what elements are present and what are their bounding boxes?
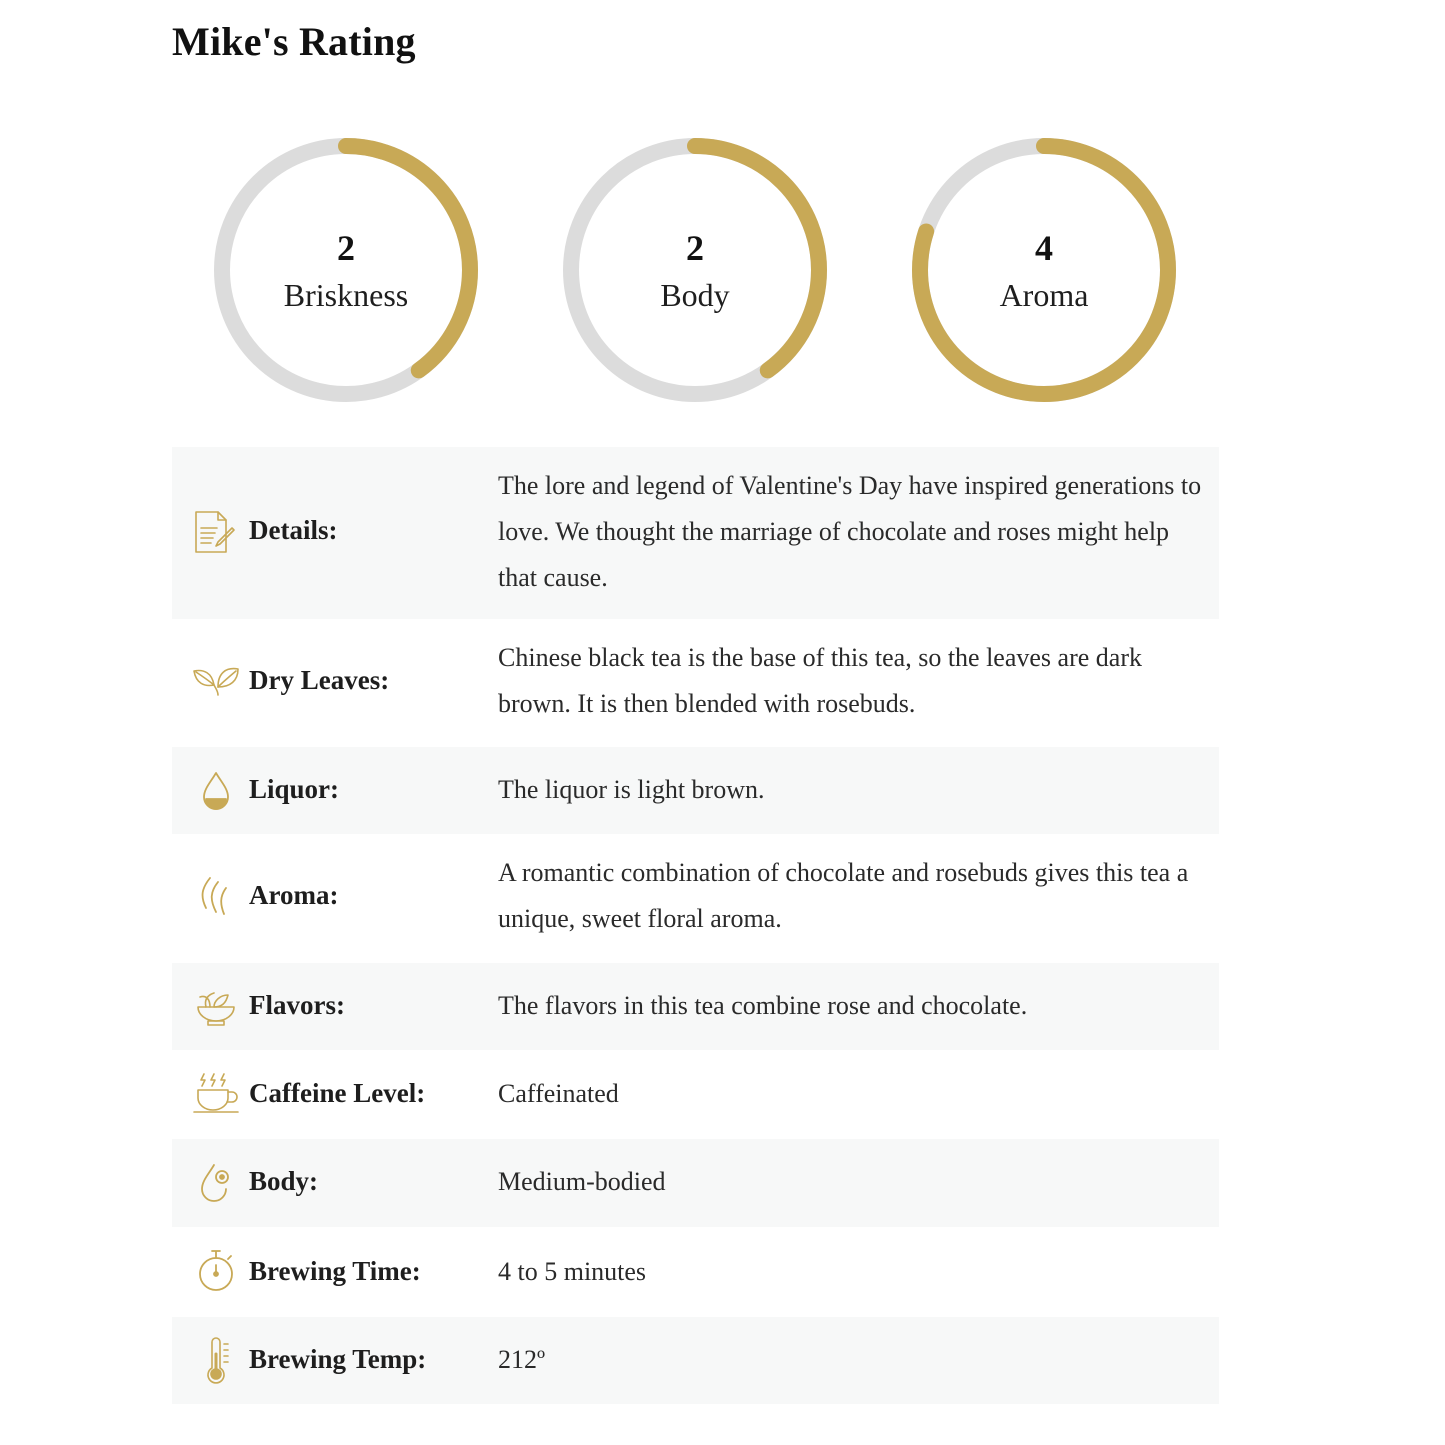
detail-row-details bbox=[172, 447, 1219, 619]
detail-label: Flavors: bbox=[249, 990, 345, 1020]
detail-row-liquor bbox=[172, 747, 1219, 834]
detail-value: The flavors in this tea combine rose and chocolate. bbox=[498, 991, 1028, 1020]
detail-value: 212º bbox=[498, 1345, 546, 1374]
rating-value: 2 bbox=[337, 228, 355, 268]
teacup-icon bbox=[192, 1070, 240, 1118]
detail-row-body bbox=[172, 1139, 1219, 1227]
aroma-wisps-icon bbox=[192, 874, 240, 922]
detail-label: Caffeine Level: bbox=[249, 1078, 426, 1108]
droplet-icon bbox=[192, 767, 240, 815]
detail-label: Brewing Temp: bbox=[249, 1344, 427, 1374]
document-icon bbox=[192, 508, 240, 556]
rating-ring bbox=[911, 137, 1177, 403]
body-drop-icon bbox=[192, 1159, 240, 1207]
rating-label: Body bbox=[660, 277, 730, 313]
bowl-icon bbox=[192, 983, 240, 1031]
rating-value: 2 bbox=[686, 228, 704, 268]
detail-value: Medium-bodied bbox=[498, 1167, 666, 1196]
detail-row-dry-leaves bbox=[172, 619, 1219, 747]
thermometer-icon bbox=[192, 1336, 240, 1384]
detail-label: Dry Leaves: bbox=[249, 665, 390, 695]
page-title: Mike's Rating bbox=[172, 19, 416, 64]
detail-row-aroma bbox=[172, 834, 1219, 963]
stopwatch-icon bbox=[192, 1247, 240, 1295]
detail-label: Aroma: bbox=[249, 880, 339, 910]
rating-label: Briskness bbox=[283, 277, 409, 313]
detail-row-flavors bbox=[172, 963, 1219, 1050]
detail-value: A romantic combination of chocolate and rosebuds gives this tea a unique, sweet floral aroma. bbox=[498, 858, 1189, 933]
detail-label: Details: bbox=[249, 515, 338, 545]
tea-details-table bbox=[172, 447, 1219, 1404]
detail-row-brewing-time bbox=[172, 1227, 1219, 1317]
detail-label: Body: bbox=[249, 1166, 319, 1196]
rating-ring bbox=[213, 137, 479, 403]
detail-value: The lore and legend of Valentine's Day have inspired generations to love. We thought the marriage of chocolate and roses might help that cause. bbox=[498, 471, 1202, 592]
rating-value: 4 bbox=[1035, 228, 1053, 268]
detail-value: Caffeinated bbox=[498, 1079, 619, 1108]
detail-value: 4 to 5 minutes bbox=[498, 1257, 647, 1286]
detail-value: The liquor is light brown. bbox=[498, 775, 765, 804]
detail-row-caffeine bbox=[172, 1050, 1219, 1139]
rating-ring bbox=[562, 137, 828, 403]
rating-body bbox=[562, 137, 828, 403]
detail-row-brewing-temp bbox=[172, 1317, 1219, 1404]
detail-label: Brewing Time: bbox=[249, 1256, 421, 1286]
leaves-icon bbox=[192, 659, 240, 707]
detail-label: Liquor: bbox=[249, 774, 340, 804]
rating-briskness bbox=[213, 137, 479, 403]
detail-value: Chinese black tea is the base of this tea, so the leaves are dark brown. It is then blended with rosebuds. bbox=[498, 643, 1142, 718]
rating-aroma bbox=[911, 137, 1177, 403]
rating-label: Aroma bbox=[999, 277, 1089, 313]
